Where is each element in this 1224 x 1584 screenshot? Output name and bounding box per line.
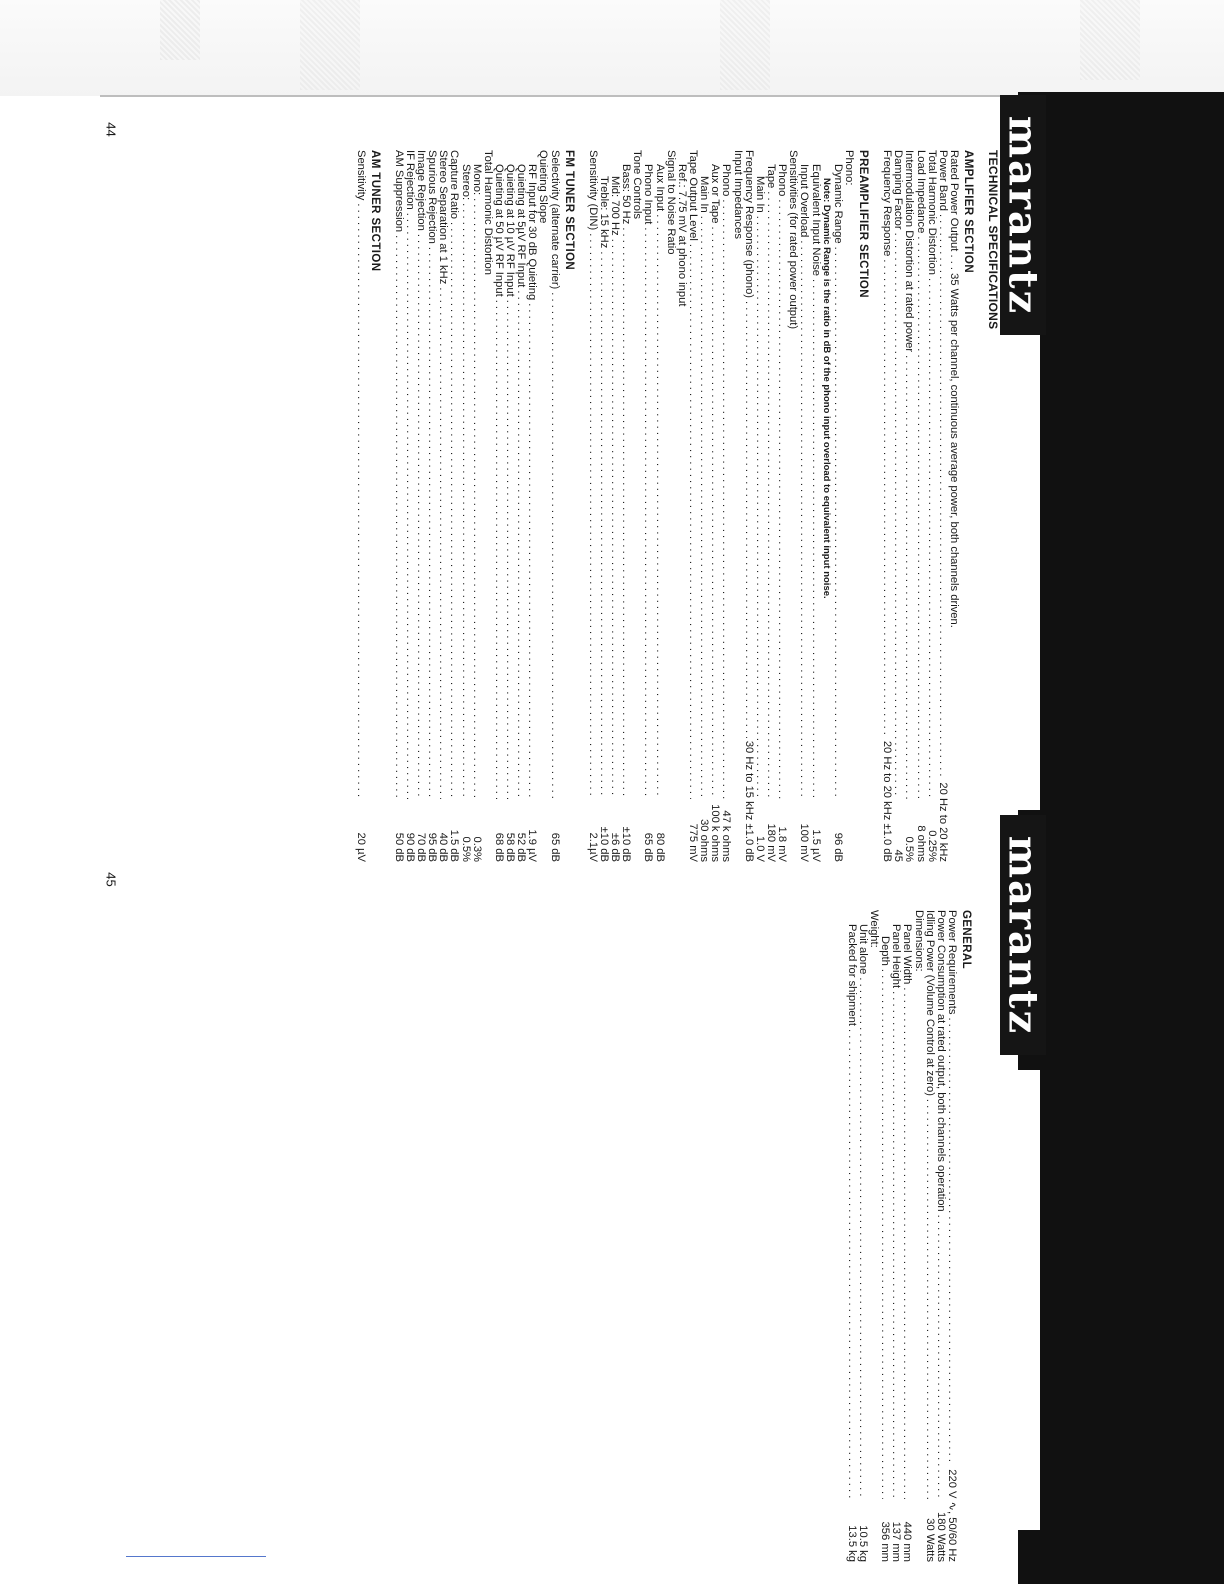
spec-row: Phono . . . 47 k ohms <box>720 150 731 862</box>
section-heading-general: GENERAL <box>960 910 972 970</box>
scan-speckle <box>160 0 200 60</box>
spec-row: Main In . . . 1.0 V <box>754 150 765 862</box>
spec-row: Input Impedances <box>731 150 744 239</box>
spec-row: Spurious Rejection . . . 95 dB <box>426 150 437 862</box>
spec-row: Damping Factor . . . 45 <box>892 150 903 862</box>
spec-row: Tone Controls <box>631 150 644 220</box>
page-title: TECHNICAL SPECIFICATIONS <box>986 150 1000 330</box>
section-heading-amplifier: AMPLIFIER SECTION <box>962 150 974 274</box>
spec-row: Stereo Separation at 1 kHz . . . 40 dB <box>437 150 448 862</box>
spec-row: Total Harmonic Distortion <box>481 150 494 275</box>
spec-row: Frequency Response . . . 20 Hz to 20 kHz ±1.0 dB <box>881 150 892 862</box>
spec-row: Dynamic Range . . . 96 dB <box>832 150 843 862</box>
spec-row: Tape . . . 180 mV <box>765 150 776 862</box>
brand-logo-left: marantz <box>1000 95 1046 335</box>
scan-speckle <box>300 0 360 90</box>
spec-row: Quieting at 50 µV RF Input . . . 68 dB <box>493 150 504 862</box>
spec-row: Depth . . . 356 mm <box>879 910 890 1562</box>
brand-logo-right: marantz <box>1000 815 1046 1055</box>
spec-row: Unit alone . . . 10.5 kg <box>857 910 868 1562</box>
spec-row: Sensitivity . . . 20 µV <box>354 150 365 862</box>
spec-row: Main In . . . 30 ohms <box>698 150 709 862</box>
spec-row: Rated Power Output . . . 35 Watts per channel, continuous average power, both channels driven. <box>948 150 960 628</box>
spec-row: AM Suppression . . . 50 dB <box>393 150 404 862</box>
spec-row: Signal to Noise Ratio <box>664 150 677 255</box>
section-heading-preamplifier: PREAMPLIFIER SECTION <box>857 150 870 298</box>
section-heading-fm-tuner: FM TUNER SECTION <box>562 150 575 271</box>
spec-row: Quieting at 5µV RF Input . . . 52 dB <box>515 150 526 862</box>
spec-row: Selectivity (alternate carrier) . . . 65 dB <box>549 150 560 862</box>
spec-row: Phono . . . 1.8 mV <box>776 150 787 862</box>
page-gap-white <box>1018 330 1040 810</box>
spec-row: Idling Power (Volume Control at zero) . . . 30 Watts <box>924 910 935 1562</box>
page-gap-white <box>1018 1070 1040 1530</box>
spec-row: Dimensions: <box>912 910 925 972</box>
spec-row: Power Band . . . 20 Hz to 20 kHz <box>937 150 948 862</box>
spec-row: Panel Width . . . 440 mm <box>901 910 912 1562</box>
page-number-left: 44 <box>103 122 119 137</box>
spec-row: Mid: 700 Hz . . . ±6 dB <box>609 150 620 862</box>
spec-row: Ref.: 7.75 mV at phono input <box>675 164 688 307</box>
spec-row: Tape Output Level . . . 775 mV <box>687 150 698 862</box>
page-number-right: 45 <box>103 872 119 887</box>
spec-row: Total Harmonic Distortion . . . 0.25% <box>926 150 937 862</box>
spec-row: Phono: <box>843 150 856 186</box>
spec-page-left <box>354 150 1000 862</box>
spec-row: Treble: 15 kHz . . . ±10 dB <box>598 150 609 862</box>
spec-row: Quieting Slope <box>537 150 550 224</box>
spec-row: RF Input for 30 dB Quieting . . . 1.9 µV <box>526 150 537 862</box>
spec-row: Sensitivity (DIN) . . . 2.1µV <box>587 150 598 862</box>
spec-row: Load Impedance . . . 8 ohms <box>914 150 925 862</box>
spec-row: Image Rejection . . . 70 dB <box>415 150 426 862</box>
spec-row: Equivalent Input Noise . . . 1.5 µV <box>809 150 820 862</box>
spec-row: Packed for shipment . . . 13.5 kg <box>846 910 857 1562</box>
spec-row: Frequency Response (phono) . . . 30 Hz to 15 kHz ±1.0 dB <box>743 150 754 862</box>
spec-note: Note: Dynamic Range is the ratio in dB of the phono input overload to equivalent input noise. <box>820 178 832 599</box>
spec-row: Stereo: . . . 0.5% <box>459 150 470 862</box>
spec-row: Sensitivities (for rated power output) <box>787 150 800 330</box>
scan-artifact-line <box>126 1556 266 1557</box>
spec-row: Input Overload . . . 100 mV <box>798 150 809 862</box>
spec-row: Capture Ratio . . . 1.5 dB <box>448 150 459 862</box>
binding-edge <box>1040 92 1224 1584</box>
scan-speckle <box>720 0 770 90</box>
spec-row: Intermodulation Distortion at rated power . . . 0.5% <box>903 150 914 862</box>
spec-row: Aux or Tape . . . 100 k ohms <box>709 150 720 862</box>
spec-row: Aux Input . . . 80 dB <box>653 150 664 862</box>
spec-row: Panel Height . . . 137 mm <box>890 910 901 1562</box>
scan-speckle <box>1080 0 1140 80</box>
spec-row: Power Consumption at rated output, both channels operation . . . 180 Watts <box>935 910 946 1562</box>
spec-row: Bass: 50 Hz . . . ±10 dB <box>620 150 631 862</box>
spec-row: Phono Input . . . 65 dB <box>642 150 653 862</box>
spec-row: IF Rejection . . . 90 dB <box>404 150 415 862</box>
spec-page-right <box>846 910 972 1562</box>
section-heading-am-tuner: AM TUNER SECTION <box>368 150 381 272</box>
spec-row: Quieting at 10 µV RF Input . . . 58 dB <box>504 150 515 862</box>
spec-row: Power Requirements . . . 220 V ∿, 50/60 Hz <box>946 910 957 1562</box>
spec-row: Mono: . . . 0.3% <box>471 150 482 862</box>
spec-row: Weight: <box>868 910 881 948</box>
